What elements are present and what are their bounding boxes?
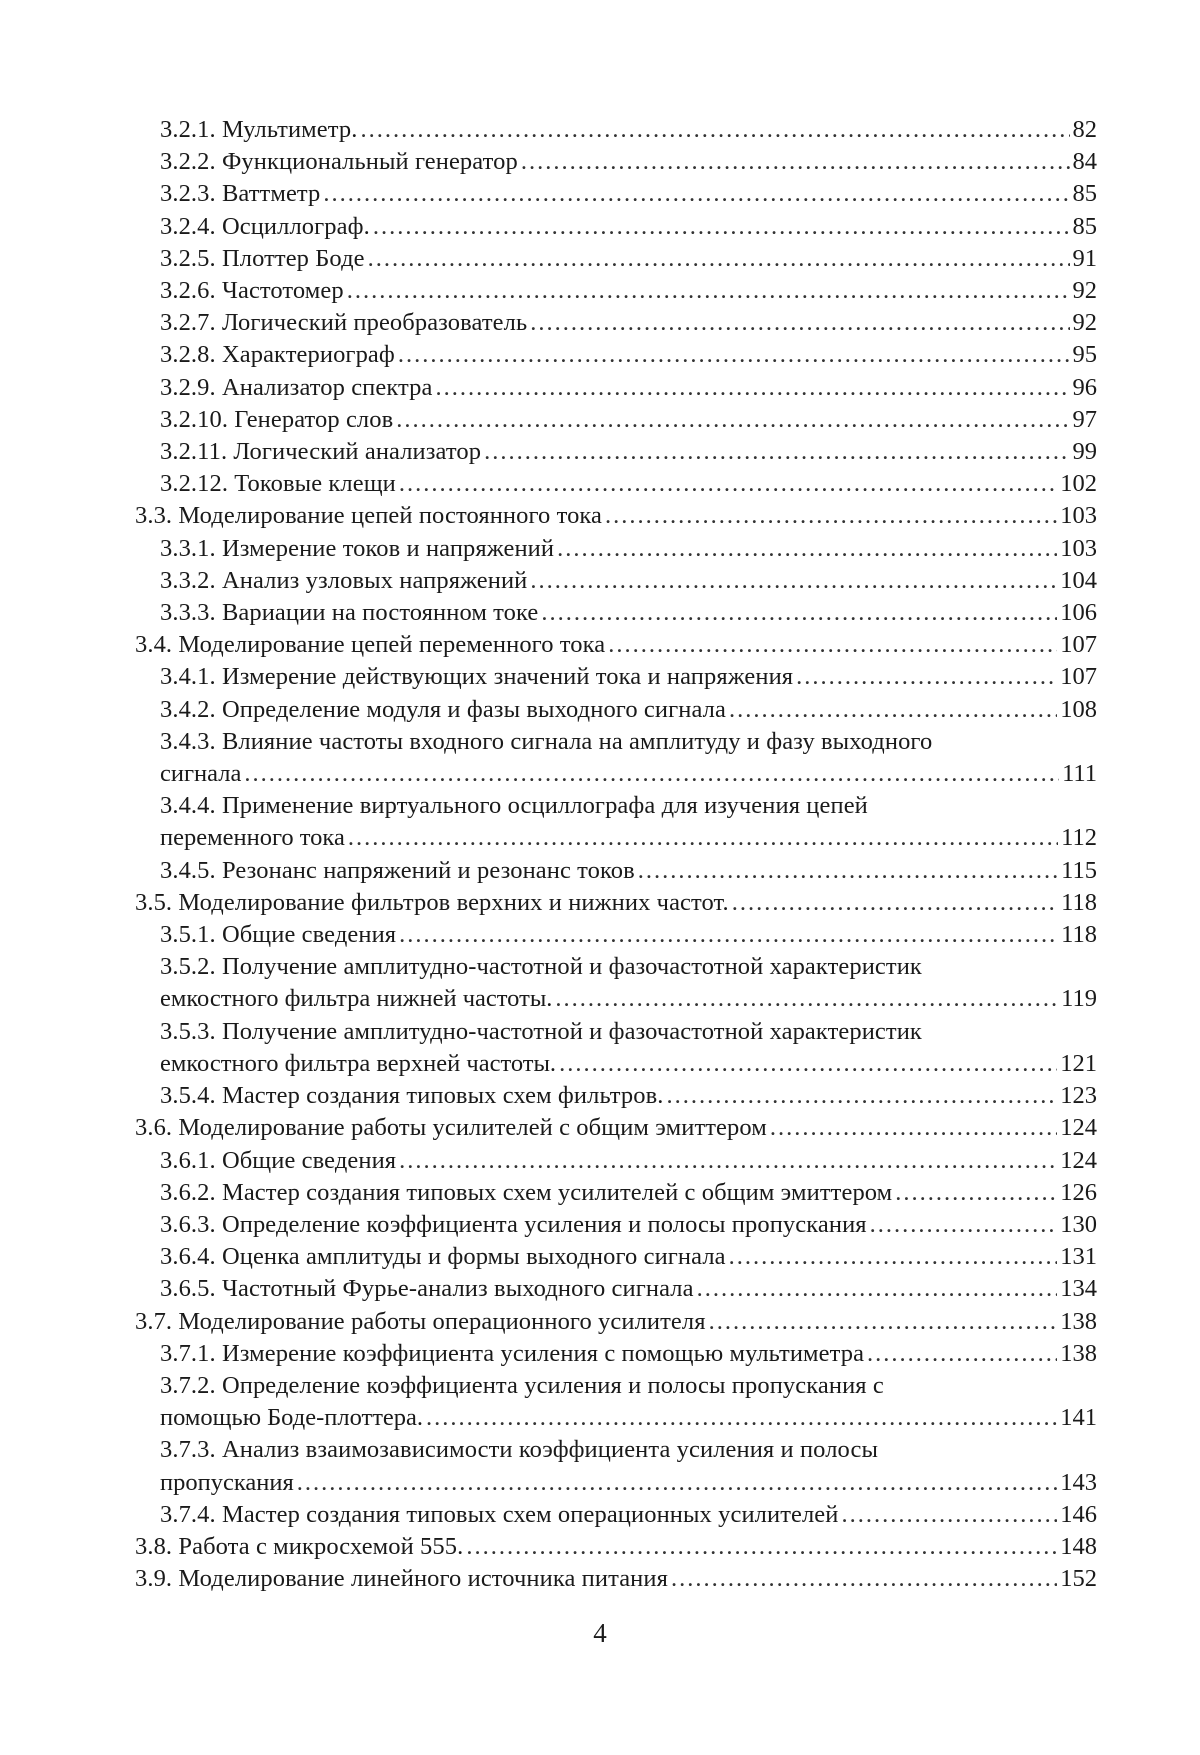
toc-entry (0, 500, 1200, 532)
toc-entry-page: 85 (1072, 212, 1097, 240)
toc-entry-page: 111 (1062, 760, 1097, 788)
dot-leader (770, 1112, 1057, 1144)
toc-entry-page: 107 (1060, 631, 1097, 659)
dot-leader (466, 1531, 1057, 1563)
toc-entry-page: 121 (1060, 1049, 1097, 1077)
toc-entry-title: 3.6.4. Оценка амплитуды и формы выходного сигнала (160, 1243, 726, 1271)
toc-entry-page: 91 (1072, 244, 1097, 272)
toc-entry (0, 178, 1200, 210)
toc-entry-title: 3.2.12. Токовые клещи (160, 470, 396, 498)
toc-entry-page: 143 (1060, 1468, 1097, 1496)
toc-entry (0, 436, 1200, 468)
toc-entry-title: 3.4.4. Применение виртуального осциллографа для изучения цепей (160, 792, 868, 820)
toc-entry-title: 3.5.4. Мастер создания типовых схем фильтров. (160, 1082, 664, 1110)
toc-entry-title-continuation: помощью Боде-плоттера. (160, 1404, 424, 1432)
toc-entry-title: 3.9. Моделирование линейного источника питания (135, 1565, 668, 1593)
toc-entry (0, 404, 1200, 436)
toc-entry (0, 275, 1200, 307)
toc-entry (0, 243, 1200, 275)
toc-entry-title: 3.6.5. Частотный Фурье-анализ выходного сигнала (160, 1275, 694, 1303)
dot-leader (484, 436, 1069, 468)
toc-entry-page: 138 (1060, 1307, 1097, 1335)
dot-leader (348, 822, 1058, 854)
toc-entry-title: 3.4. Моделирование цепей переменного тока (135, 631, 606, 659)
toc-entry (0, 1306, 1200, 1338)
toc-entry-page: 118 (1061, 921, 1097, 949)
toc-entry (0, 1016, 1200, 1080)
toc-entry-title: 3.2.2. Функциональный генератор (160, 148, 518, 176)
dot-leader (729, 1241, 1058, 1273)
toc-entry (0, 1434, 1200, 1498)
toc-entry (0, 951, 1200, 1015)
dot-leader (396, 404, 1069, 436)
toc-entry (0, 1209, 1200, 1241)
toc-entry-page: 134 (1060, 1275, 1097, 1303)
toc-entry-title: 3.2.6. Частотомер (160, 277, 344, 305)
toc-entry-title: 3.4.5. Резонанс напряжений и резонанс токов (160, 856, 635, 884)
toc-entry-title: 3.6.2. Мастер создания типовых схем усилителей с общим эмиттером (160, 1178, 893, 1206)
dot-leader (541, 597, 1057, 629)
toc-entry-title: 3.2.9. Анализатор спектра (160, 373, 433, 401)
dot-leader (373, 211, 1070, 243)
toc-entry-title: 3.4.1. Измерение действующих значений тока и напряжения (160, 663, 794, 691)
toc-entry (0, 661, 1200, 693)
toc-entry-title: 3.5.1. Общие сведения (160, 921, 397, 949)
toc-entry-title: 3.2.8. Характериограф (160, 341, 395, 369)
toc-entry (0, 565, 1200, 597)
toc-entry-title: 3.7.3. Анализ взаимозависимости коэффициента усиления и полосы (160, 1436, 879, 1464)
toc-entry (0, 1112, 1200, 1144)
table-of-contents (0, 114, 1200, 1595)
dot-leader (729, 694, 1057, 726)
toc-entry (0, 1177, 1200, 1209)
toc-entry-title: 3.2.10. Генератор слов (160, 405, 394, 433)
dot-leader (709, 1306, 1058, 1338)
dot-leader (521, 146, 1070, 178)
toc-entry-page: 141 (1060, 1404, 1097, 1432)
toc-entry-page: 82 (1072, 116, 1097, 143)
toc-entry-title: 3.3.2. Анализ узловых напряжений (160, 566, 528, 594)
toc-entry-page: 146 (1060, 1500, 1097, 1528)
toc-entry-page: 138 (1060, 1339, 1097, 1367)
toc-entry-page: 112 (1061, 824, 1097, 852)
toc-entry-page: 108 (1060, 695, 1097, 723)
toc-entry-title-continuation: сигнала (160, 760, 242, 788)
dot-leader (608, 629, 1057, 661)
toc-entry (0, 597, 1200, 629)
dot-leader (399, 468, 1057, 500)
toc-entry-title: 3.4.3. Влияние частоты входного сигнала на амплитуду и фазу выходного (160, 727, 933, 755)
dot-leader (530, 565, 1057, 597)
toc-entry-page: 102 (1060, 470, 1097, 498)
toc-entry-title: 3.3.3. Вариации на постоянном токе (160, 599, 539, 627)
toc-entry (0, 211, 1200, 243)
dot-leader (426, 1402, 1057, 1434)
dot-leader (732, 887, 1058, 919)
toc-entry-page: 152 (1060, 1565, 1097, 1593)
toc-entry (0, 533, 1200, 565)
toc-entry (0, 372, 1200, 404)
dot-leader (638, 855, 1058, 887)
toc-entry-title: 3.2.5. Плоттер Боде (160, 244, 365, 272)
toc-entry-page: 131 (1060, 1243, 1097, 1271)
dot-leader (360, 114, 1069, 146)
toc-entry-page: 92 (1072, 309, 1097, 337)
dot-leader (555, 983, 1058, 1015)
toc-entry-page: 118 (1061, 888, 1097, 916)
toc-entry (0, 919, 1200, 951)
toc-entry (0, 790, 1200, 854)
dot-leader (323, 178, 1069, 210)
toc-entry-title: 3.3.1. Измерение токов и напряжений (160, 534, 555, 562)
dot-leader (895, 1177, 1057, 1209)
toc-entry (0, 1370, 1200, 1434)
toc-entry-page: 99 (1072, 438, 1097, 466)
toc-entry-page: 85 (1072, 180, 1097, 208)
dot-leader (399, 919, 1058, 951)
toc-entry (0, 114, 1200, 146)
toc-entry (0, 339, 1200, 371)
dot-leader (697, 1273, 1058, 1305)
toc-entry-title: 3.8. Работа с микросхемой 555. (135, 1532, 464, 1560)
toc-entry-page: 96 (1072, 373, 1097, 401)
toc-entry (0, 1080, 1200, 1112)
toc-entry-title: 3.7. Моделирование работы операционного усилителя (135, 1307, 706, 1335)
toc-entry-page: 115 (1061, 856, 1097, 884)
toc-entry-title: 3.2.3. Ваттметр (160, 180, 321, 208)
dot-leader (666, 1080, 1057, 1112)
toc-entry (0, 146, 1200, 178)
toc-entry-page: 107 (1060, 663, 1097, 691)
dot-leader (867, 1338, 1057, 1370)
toc-entry-page: 92 (1072, 277, 1097, 305)
toc-entry-title: 3.2.4. Осциллограф. (160, 212, 370, 240)
toc-entry-page: 130 (1060, 1210, 1097, 1238)
toc-entry (0, 694, 1200, 726)
dot-leader (671, 1563, 1057, 1595)
toc-entry-title: 3.6.1. Общие сведения (160, 1146, 397, 1174)
toc-entry (0, 1531, 1200, 1563)
page-number: 4 (593, 1618, 607, 1648)
toc-entry-page: 124 (1060, 1146, 1097, 1174)
toc-entry (0, 1338, 1200, 1370)
dot-leader (435, 372, 1069, 404)
toc-entry-page: 148 (1060, 1532, 1097, 1560)
dot-leader (399, 1145, 1057, 1177)
toc-entry-title: 3.5. Моделирование фильтров верхних и нижних частот. (135, 888, 729, 916)
toc-entry-title-continuation: емкостного фильтра нижней частоты. (160, 985, 553, 1013)
toc-entry (0, 629, 1200, 661)
toc-entry-title: 3.6.3. Определение коэффициента усиления и полосы пропускания (160, 1210, 867, 1238)
toc-entry-page: 104 (1060, 566, 1097, 594)
toc-entry (0, 887, 1200, 919)
toc-entry-title: 3.5.2. Получение амплитудно-частотной и фазочастотной характеристик (160, 953, 922, 981)
toc-entry (0, 726, 1200, 790)
toc-entry (0, 468, 1200, 500)
toc-entry-title: 3.2.1. Мультиметр. (160, 116, 358, 143)
toc-entry-page: 123 (1060, 1082, 1097, 1110)
toc-entry-title: 3.7.1. Измерение коэффициента усиления с помощью мультиметра (160, 1339, 865, 1367)
toc-entry-title: 3.6. Моделирование работы усилителей с общим эмиттером (135, 1114, 767, 1142)
dot-leader (870, 1209, 1058, 1241)
toc-entry-title: 3.7.2. Определение коэффициента усиления и полосы пропускания с (160, 1371, 884, 1399)
dot-leader (244, 758, 1059, 790)
toc-entry (0, 1499, 1200, 1531)
dot-leader (557, 533, 1057, 565)
toc-entry-page: 119 (1061, 985, 1097, 1013)
toc-entry (0, 1563, 1200, 1595)
toc-entry-title: 3.2.11. Логический анализатор (160, 438, 482, 466)
toc-entry-title: 3.7.4. Мастер создания типовых схем операционных усилителей (160, 1500, 839, 1528)
dot-leader (297, 1467, 1058, 1499)
dot-leader (559, 1048, 1057, 1080)
dot-leader (605, 500, 1057, 532)
toc-entry-title: 3.5.3. Получение амплитудно-частотной и фазочастотной характеристик (160, 1017, 922, 1045)
toc-entry (0, 1273, 1200, 1305)
dot-leader (530, 307, 1069, 339)
toc-entry-title: 3.2.7. Логический преобразователь (160, 309, 528, 337)
toc-entry-page: 97 (1072, 405, 1097, 433)
toc-entry-page: 106 (1060, 599, 1097, 627)
toc-entry-page: 124 (1060, 1114, 1097, 1142)
toc-entry (0, 1241, 1200, 1273)
toc-entry-page: 84 (1072, 148, 1097, 176)
toc-entry-title: 3.4.2. Определение модуля и фазы выходного сигнала (160, 695, 726, 723)
toc-entry-page: 95 (1072, 341, 1097, 369)
toc-entry-page: 103 (1060, 534, 1097, 562)
dot-leader (368, 243, 1070, 275)
dot-leader (842, 1499, 1058, 1531)
toc-entry (0, 855, 1200, 887)
toc-entry-page: 126 (1060, 1178, 1097, 1206)
toc-entry-title-continuation: пропускания (160, 1468, 294, 1496)
toc-entry (0, 307, 1200, 339)
toc-entry (0, 1145, 1200, 1177)
toc-entry-page: 103 (1060, 502, 1097, 530)
dot-leader (398, 339, 1070, 371)
toc-entry-title: 3.3. Моделирование цепей постоянного тока (135, 502, 603, 530)
toc-entry-title-continuation: емкостного фильтра верхней частоты. (160, 1049, 557, 1077)
toc-entry-title-continuation: переменного тока (160, 824, 345, 852)
dot-leader (347, 275, 1070, 307)
dot-leader (796, 661, 1057, 693)
